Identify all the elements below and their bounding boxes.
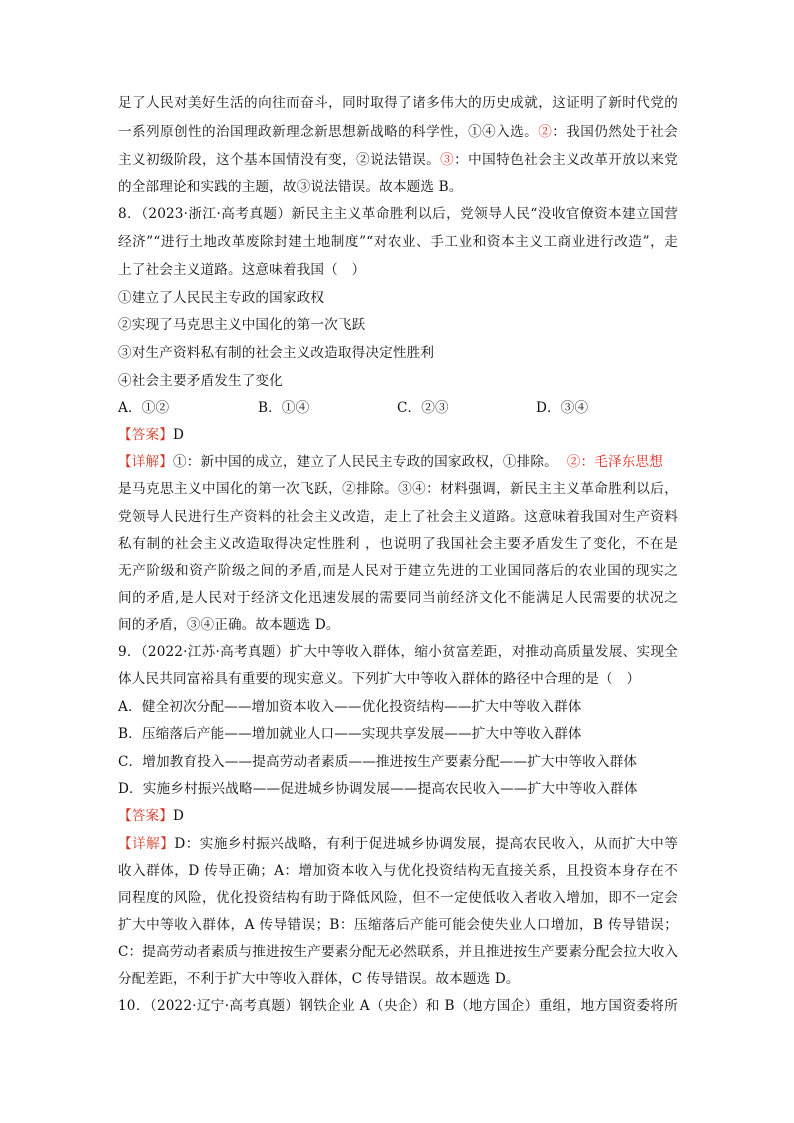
highlight-marker: ②：毛泽东思想 — [566, 454, 663, 470]
question-8-statement: ②实现了马克思主义中国化的第一次飞跃 — [118, 317, 366, 333]
question-9-explanation: 【详解】D：实施乡村振兴战略，有利于促进城乡协调发展，提高农民收入，从而扩大中等 — [118, 836, 679, 852]
choice-d: D．实施乡村振兴战略——促进城乡协调发展——提高农民收入——扩大中等收入群体 — [118, 781, 638, 797]
question-9-explanation: 分配差距，不利于扩大中等收入群体，C 传导错误。故本题选 D。 — [118, 971, 520, 987]
explanation-label: 【详解】 — [118, 454, 173, 470]
explanation-label: 【详解】 — [118, 836, 175, 852]
answer-value: D — [172, 808, 185, 824]
choice-c: C．②③ — [397, 400, 449, 416]
choice-a: A．健全初次分配——增加资本收入——优化投资结构——扩大中等收入群体 — [118, 699, 582, 715]
answer-value: D — [172, 427, 185, 443]
question-8-explanation: 是马克思主义中国化的第一次飞跃，②排除。③④：材料强调，新民主主义革命胜利以后， — [118, 481, 678, 497]
question-9-explanation: C：提高劳动者素质与推进按生产要素分配无必然联系，并且推进按生产要素分配会拉大收入 — [118, 944, 679, 960]
choice-c: C．增加教育投入——提高劳动者素质——推进按生产要素分配——扩大中等收入群体 — [118, 754, 638, 770]
text-line: 足了人民对美好生活的向往而奋斗，同时取得了诸多伟大的历史成就，这证明了新时代党的 — [118, 95, 678, 111]
choice-b: B．①④ — [258, 400, 310, 416]
question-9-stem: 9．（2022·江苏·高考真题）扩大中等收入群体，缩小贫富差距，对推动高质量发展、实现全 — [118, 644, 678, 660]
question-8-statement: ④社会主要矛盾发生了变化 — [118, 373, 283, 389]
text-line: 的全部理论和实践的主题，故③说法错误。故本题选 B。 — [118, 179, 463, 195]
question-8-answer — [118, 425, 678, 445]
question-8-statement: ①建立了人民民主专政的国家政权 — [118, 290, 325, 306]
answer-label: 【答案】 — [118, 808, 173, 824]
question-9-explanation: 同程度的风险，优化投资结构有助于降低风险，但不一定使低收入者收入增加，即不一定会 — [118, 890, 678, 906]
question-9-stem: 体人民共同富裕具有重要的现实意义。下列扩大中等收入群体的路径中合理的是（ ） — [118, 671, 641, 687]
question-8-explanation: 间的矛盾,是人民对于经济文化迅速发展的需要同当前经济文化不能满足人民需要的状况之 — [118, 590, 678, 606]
highlight-marker: ② — [538, 124, 553, 140]
question-8-stem: 上了社会主义道路。这意味着我国（ ） — [118, 262, 366, 278]
choice-a: A．①② — [118, 400, 170, 416]
question-8-explanation: 无产阶级和资产阶级之间的矛盾,而是人民对于建立先进的工业国同落后的农业国的现实之 — [118, 563, 678, 579]
question-9-explanation: 收入群体，D 传导正确；A：增加资本收入与优化投资结构无直接关系，且投资本身存在不 — [118, 863, 678, 879]
question-8-stem: 经济”“进行土地改革废除封建土地制度”“对农业、手工业和资本主义工商业进行改造”，走 — [118, 234, 678, 250]
answer-label: 【答案】 — [118, 427, 173, 443]
highlight-marker: ③ — [440, 152, 455, 168]
question-8-stem: 8．（2023·浙江·高考真题）新民主主义革命胜利以后，党领导人民“没收官僚资本建立国营 — [118, 206, 678, 222]
question-8-statement: ③对生产资料私有制的社会主义改造取得决定性胜利 — [118, 345, 435, 361]
question-10-stem: 10．（2022·辽宁·高考真题）钢铁企业 A（央企）和 B（地方国企）重组，地方国资委将所 — [118, 998, 678, 1014]
question-8-explanation: 【详解】①：新中国的成立，建立了人民民主专政的国家政权，①排除。 ②：毛泽东思想 — [118, 454, 663, 470]
question-9-explanation: 扩大中等收入群体，A 传导错误；B：压缩落后产能可能会使失业人口增加，B 传导错误； — [118, 917, 678, 933]
question-8-explanation: 间的矛盾，③④正确。故本题选 D。 — [118, 617, 340, 633]
text-line: 一系列原创性的治国理政新理念新思想新战略的科学性，①④入选。②：我国仍然处于社会 — [118, 124, 678, 140]
text-line: 主义初级阶段，这个基本国情没有变，②说法错误。③：中国特色社会主义改革开放以来党 — [118, 152, 678, 168]
question-9-answer — [118, 806, 678, 826]
choice-b: B．压缩落后产能——增加就业人口——实现共享发展——扩大中等收入群体 — [118, 726, 582, 742]
question-8-explanation: 私有制的社会主义改造取得决定性胜利 ，也说明了我国社会主要矛盾发生了变化，不在是 — [118, 536, 678, 552]
choice-d: D．③④ — [536, 400, 589, 416]
question-8-explanation: 党领导人民进行生产资料的社会主义改造，走上了社会主义道路。这意味着我国对生产资料 — [118, 509, 678, 525]
